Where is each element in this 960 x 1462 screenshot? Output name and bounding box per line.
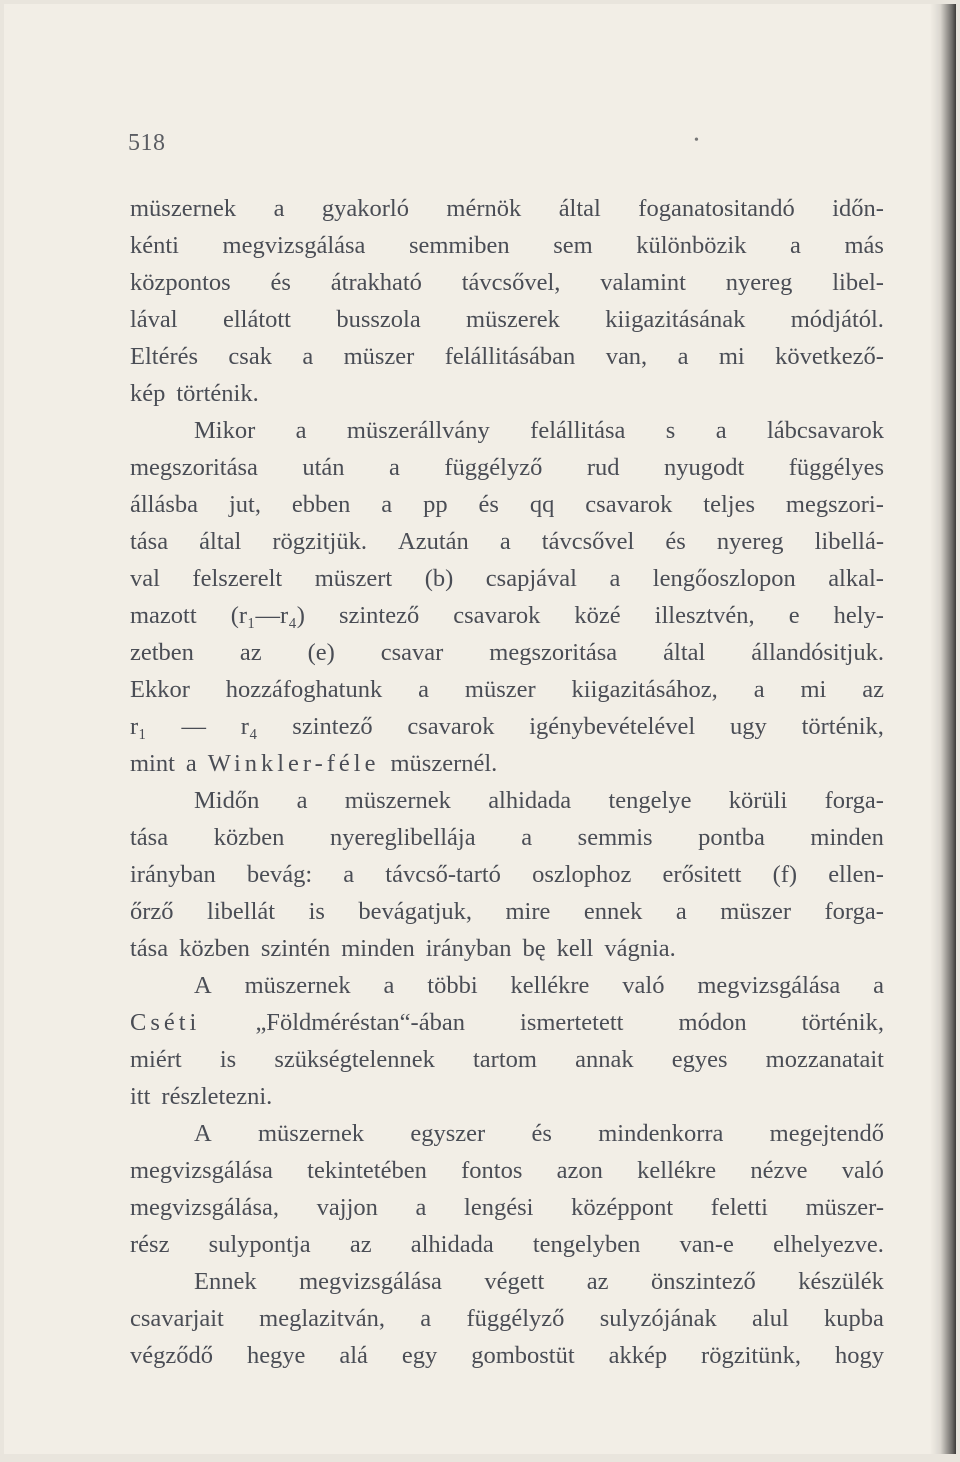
word: alul <box>752 1305 789 1332</box>
word: van-e <box>679 1231 734 1258</box>
word: a <box>873 972 884 999</box>
word: a <box>521 824 533 851</box>
word: lengési <box>464 1194 534 1221</box>
word: mazott <box>130 602 197 629</box>
word: jut, <box>228 491 261 518</box>
word: a <box>273 195 285 222</box>
word: a <box>415 1194 427 1221</box>
word: állásba <box>130 491 199 518</box>
word: a <box>296 787 308 814</box>
word: történik, <box>801 713 884 740</box>
word: (f) <box>772 861 798 888</box>
word: és <box>270 269 291 296</box>
text-line <box>130 967 884 1004</box>
word: semmiben <box>408 232 510 259</box>
word: többi <box>427 972 478 999</box>
word: bevágatjuk, <box>358 898 473 925</box>
word: pontba <box>698 824 765 851</box>
word: müszernél. <box>390 750 498 777</box>
word: minden <box>810 824 884 851</box>
word: mozzanatait <box>765 1046 884 1073</box>
page-number: 518 <box>128 130 166 156</box>
word: végződő <box>130 1342 213 1369</box>
text-line <box>130 597 884 634</box>
word: irányban <box>130 861 216 888</box>
word: akkép <box>608 1342 668 1369</box>
word: után <box>302 454 345 481</box>
word: rögzitjük. <box>272 528 367 555</box>
word: a <box>677 343 689 370</box>
word: kiigazitásához, <box>571 676 718 703</box>
word: középpont <box>571 1194 674 1221</box>
word: müszer <box>343 343 415 370</box>
word: a <box>381 491 393 518</box>
text-line <box>130 190 884 227</box>
text-line <box>130 782 884 819</box>
word: (r₁—r₄) <box>230 602 305 629</box>
word: nyereglibellája <box>330 824 476 851</box>
word: készülék <box>798 1268 884 1295</box>
word: önszintező <box>650 1268 756 1295</box>
word: — <box>181 713 206 740</box>
word: miért <box>130 1046 182 1073</box>
word: közben <box>213 824 285 851</box>
text-line <box>130 1189 884 1226</box>
word: forga- <box>824 898 884 925</box>
word: csavarjait <box>130 1305 224 1332</box>
page-spine-shadow <box>930 4 956 1454</box>
word: a <box>675 898 687 925</box>
word: s <box>665 417 676 444</box>
word: közé <box>574 602 621 629</box>
text-line <box>130 1078 884 1115</box>
word: függélyző <box>444 454 543 481</box>
word: ellátott <box>222 306 291 333</box>
word: távcsővel <box>541 528 635 555</box>
text-line <box>130 560 884 597</box>
word: következő- <box>775 343 884 370</box>
word: kellékre <box>510 972 590 999</box>
word: müszernek <box>130 195 237 222</box>
text-line <box>130 1300 884 1337</box>
word: müszer- <box>805 1194 884 1221</box>
word: illesztvén, <box>654 602 755 629</box>
word: hely- <box>833 602 884 629</box>
word: a <box>790 232 801 259</box>
word: r₄ <box>240 713 258 740</box>
word: val <box>130 565 160 592</box>
word: megejtendő <box>769 1120 884 1147</box>
word: az <box>239 639 262 666</box>
word: müszer <box>720 898 791 925</box>
word: r₁ <box>130 713 147 740</box>
word: zetben <box>130 639 194 666</box>
word: libel- <box>832 269 884 296</box>
word: van, <box>605 343 648 370</box>
word: felszerelt <box>192 565 283 592</box>
word: a <box>715 417 727 444</box>
word: más <box>844 232 884 259</box>
word: csapjával <box>485 565 577 592</box>
word: rud <box>586 454 620 481</box>
book-page <box>4 4 956 1454</box>
word: alá <box>339 1342 368 1369</box>
text-line <box>130 1152 884 1189</box>
word: libellát <box>207 898 276 925</box>
word: sulyzójának <box>599 1305 717 1332</box>
word: a <box>383 972 395 999</box>
word: megszoritása <box>130 454 258 481</box>
word: mi <box>800 676 827 703</box>
word: azon <box>556 1157 603 1184</box>
word: ennek <box>583 898 643 925</box>
text-line <box>130 745 884 782</box>
word: megvizsgálása <box>222 232 366 259</box>
word: hogy <box>835 1342 884 1369</box>
word: csak <box>228 343 272 370</box>
text-line <box>130 449 884 486</box>
word: kiigazitásának <box>605 306 746 333</box>
word: erősitett <box>662 861 742 888</box>
word: őrző <box>130 898 174 925</box>
word: nézve <box>750 1157 808 1184</box>
word: való <box>841 1157 884 1184</box>
word: a <box>753 676 765 703</box>
word: mindenkorra <box>598 1120 724 1147</box>
word: pp <box>423 491 448 518</box>
word: csavarok <box>453 602 541 629</box>
word: függélyző <box>466 1305 565 1332</box>
word: feletti <box>710 1194 768 1221</box>
text-line <box>130 227 884 264</box>
word: mire <box>505 898 551 925</box>
text-line <box>130 1337 884 1374</box>
word: tása <box>130 935 169 962</box>
word: mi <box>718 343 745 370</box>
word: megszori- <box>785 491 884 518</box>
word: alhidada <box>488 787 572 814</box>
text-line <box>130 264 884 301</box>
text-line <box>130 412 884 449</box>
text-line <box>130 301 884 338</box>
word: müszernek <box>344 787 451 814</box>
word: müszer <box>464 676 536 703</box>
text-line <box>130 1226 884 1263</box>
word: Azután <box>398 528 469 555</box>
word: bę <box>522 935 546 962</box>
word: alhidada <box>410 1231 494 1258</box>
word: (b) <box>424 565 454 592</box>
word: busszola <box>336 306 421 333</box>
word: sulypontja <box>208 1231 311 1258</box>
word: tartom <box>473 1046 537 1073</box>
word: nyereg <box>725 269 793 296</box>
word: itt <box>130 1083 151 1110</box>
word: forga- <box>824 787 884 814</box>
word: a <box>418 676 429 703</box>
text-line <box>130 671 884 708</box>
word: minden <box>341 935 415 962</box>
word: tása <box>130 824 169 851</box>
word: Eltérés <box>130 343 199 370</box>
word: kép <box>130 380 166 407</box>
word: módon <box>678 1009 747 1036</box>
word: is <box>219 1046 237 1073</box>
text-line <box>130 1263 884 1300</box>
text-line <box>130 1004 884 1041</box>
word: meglazitván, <box>259 1305 386 1332</box>
text-line <box>130 523 884 560</box>
word: a <box>420 1305 432 1332</box>
word: az <box>586 1268 609 1295</box>
word: ebben <box>291 491 351 518</box>
word: oszlophoz <box>532 861 632 888</box>
word: ismertetett <box>520 1009 624 1036</box>
text-line <box>130 486 884 523</box>
word: igénybevételével <box>529 713 696 740</box>
word: az <box>349 1231 372 1258</box>
word: lával <box>130 306 178 333</box>
word: qq <box>529 491 555 518</box>
word: müszernek <box>244 972 351 999</box>
word: és <box>478 491 499 518</box>
word: tekintetében <box>307 1157 427 1184</box>
word: nyereg <box>716 528 784 555</box>
word: lábcsavarok <box>767 417 884 444</box>
word: és <box>665 528 686 555</box>
word: a <box>609 565 621 592</box>
word: irányban <box>425 935 512 962</box>
word: libellá- <box>814 528 884 555</box>
word: gyakorló <box>321 195 409 222</box>
text-line <box>130 708 884 745</box>
word: tengelye <box>608 787 692 814</box>
word: fontos <box>461 1157 523 1184</box>
word: megvizsgálása <box>299 1268 442 1295</box>
word: részletezni. <box>161 1083 273 1110</box>
word: szintező <box>292 713 373 740</box>
word: állandósitjuk. <box>751 639 884 666</box>
word: Ekkor <box>130 676 190 703</box>
word: tása <box>130 528 169 555</box>
word: által <box>558 195 601 222</box>
word: a <box>295 417 307 444</box>
word: távcsővel, <box>461 269 561 296</box>
ink-dot: • <box>694 133 699 148</box>
word: megvizsgálása <box>697 972 841 999</box>
word: való <box>622 972 665 999</box>
word: módjától. <box>790 306 884 333</box>
word: központos <box>130 269 231 296</box>
word: (e) <box>307 639 335 666</box>
word: egy <box>401 1342 438 1369</box>
text-line <box>130 634 884 671</box>
word: sem <box>553 232 593 259</box>
text-line <box>130 375 884 412</box>
word: kupba <box>824 1305 884 1332</box>
word: elhelyezve. <box>773 1231 884 1258</box>
word: valamint <box>600 269 686 296</box>
word: „Földméréstan“-ában <box>255 1009 465 1036</box>
word: vágnia. <box>604 935 676 962</box>
text-line <box>130 893 884 930</box>
body-text <box>130 190 884 1374</box>
word: müszerállvány <box>346 417 490 444</box>
word: történik, <box>801 1009 884 1036</box>
word: által <box>663 639 706 666</box>
word: alkal- <box>828 565 884 592</box>
word: A <box>194 972 212 999</box>
word: hozzáfoghatunk <box>225 676 383 703</box>
word: történik. <box>176 380 259 407</box>
text-line <box>130 930 884 967</box>
word: megvizsgálása, <box>130 1194 279 1221</box>
word: a <box>389 454 400 481</box>
word: a <box>302 343 314 370</box>
word: csavarok <box>585 491 673 518</box>
word: különbözik <box>636 232 747 259</box>
word: A <box>194 1120 212 1147</box>
word: Ennek <box>194 1268 257 1295</box>
word: csavar <box>380 639 444 666</box>
word: müszerek <box>466 306 560 333</box>
word: vajjon <box>316 1194 378 1221</box>
word: bevág: <box>246 861 313 888</box>
word: megvizsgálása <box>130 1157 273 1184</box>
word: megszoritása <box>489 639 618 666</box>
word: egyszer <box>410 1120 486 1147</box>
word: teljes <box>703 491 755 518</box>
word: kénti <box>130 232 179 259</box>
word: kellékre <box>637 1157 717 1184</box>
word: és <box>531 1120 552 1147</box>
word: müszernek <box>257 1120 365 1147</box>
word: az <box>862 676 884 703</box>
word: gombostüt <box>471 1342 575 1369</box>
word: Mikor <box>194 417 256 444</box>
word: mérnök <box>446 195 522 222</box>
word: távcső-tartó <box>385 861 501 888</box>
word: annak <box>575 1046 634 1073</box>
word: rögzitünk, <box>701 1342 802 1369</box>
word: időn- <box>832 195 884 222</box>
word: közben <box>179 935 250 962</box>
word: müszert <box>314 565 393 592</box>
word: kell <box>556 935 594 962</box>
word: által <box>199 528 242 555</box>
word: végett <box>484 1268 545 1295</box>
word: foganatositandó <box>638 195 795 222</box>
text-line <box>130 819 884 856</box>
word: Cséti <box>130 1009 201 1036</box>
word: szintén <box>260 935 331 962</box>
text-line <box>130 1041 884 1078</box>
word: Winkler-féle <box>207 750 380 777</box>
word: a <box>185 750 197 777</box>
text-line <box>130 1115 884 1152</box>
word: is <box>308 898 325 925</box>
word: e <box>788 602 800 629</box>
word: a <box>343 861 355 888</box>
text-line <box>130 338 884 375</box>
word: Midőn <box>194 787 260 814</box>
word: csavarok <box>407 713 495 740</box>
word: ugy <box>730 713 767 740</box>
word: a <box>499 528 511 555</box>
word: felállitása <box>530 417 626 444</box>
text-line <box>130 856 884 893</box>
word: lengőoszlopon <box>652 565 796 592</box>
word: rész <box>130 1231 170 1258</box>
word: felállitásában <box>444 343 576 370</box>
word: egyes <box>671 1046 728 1073</box>
word: függélyes <box>788 454 884 481</box>
word: hegye <box>246 1342 306 1369</box>
word: semmis <box>577 824 653 851</box>
word: átrakható <box>330 269 422 296</box>
word: mint <box>130 750 175 777</box>
word: tengelyben <box>532 1231 641 1258</box>
word: szintező <box>338 602 420 629</box>
word: körüli <box>728 787 788 814</box>
word: nyugodt <box>663 454 745 481</box>
word: ellen- <box>828 861 884 888</box>
word: szükségtelennek <box>274 1046 435 1073</box>
